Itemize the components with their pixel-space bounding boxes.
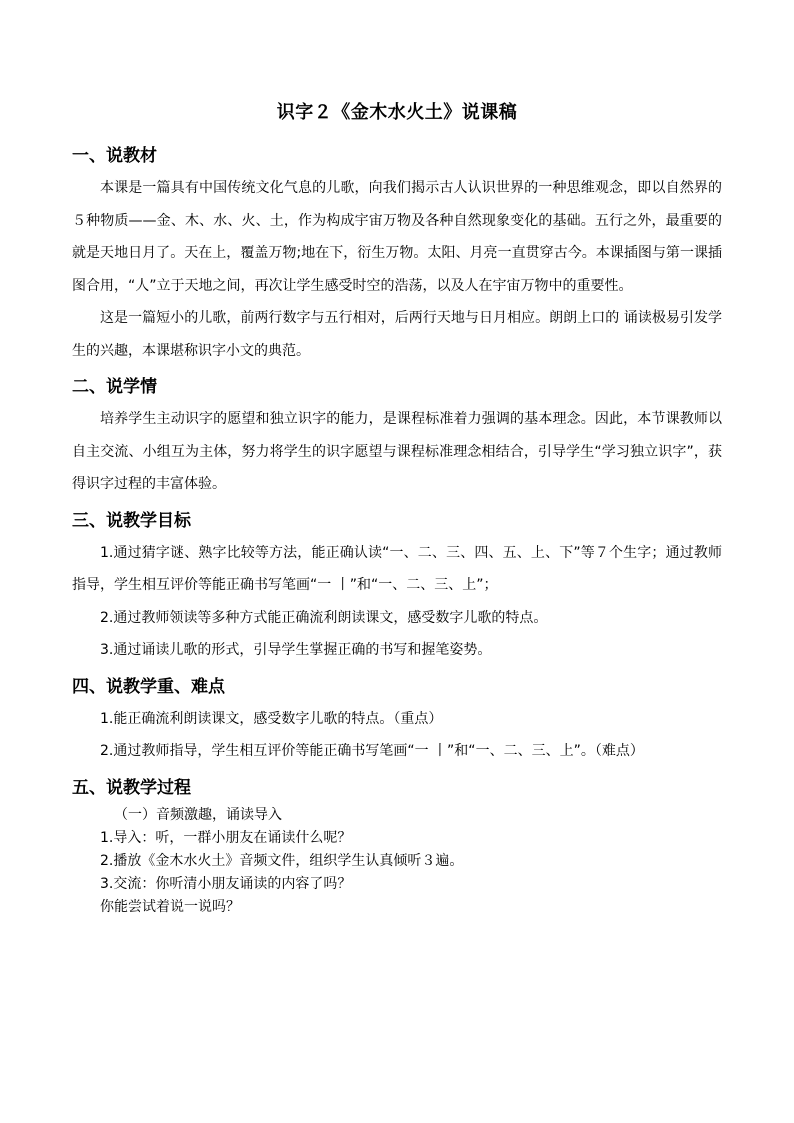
list-item: 你能尝试着说一说吗？ <box>100 898 240 915</box>
section-learners <box>72 375 722 501</box>
paragraph: 培养学生主动识字的愿望和独立识字的能力，是课程标准着力强调的基本理念。因此，本节课教师以自主交流、小组互为主体，努力将学生的识字愿望与课程标准理念相结合，引导学生“学习独立识字”，获得识字过程的丰富体验。 <box>72 411 722 492</box>
section-heading: 三、说教学目标 <box>72 510 191 531</box>
list-item: 3.通过诵读儿歌的形式，引导学生掌握正确的书写和握笔姿势。 <box>100 642 492 658</box>
section-heading: 五、说教学过程 <box>72 777 191 798</box>
list-item: 3.交流：你听清小朋友诵读的内容了吗？ <box>100 875 352 892</box>
list-item: 2.通过教师领读等多种方式能正确流利朗读课文，感受数字儿歌的特点。 <box>100 609 548 626</box>
document-page <box>72 100 722 919</box>
section-key-points <box>72 675 722 768</box>
paragraph: 本课是一篇具有中国传统文化气息的儿歌，向我们揭示古人认识世界的一种思维观念，即以自然界的５种物质——金、木、水、火、土，作为构成宇宙万物及各种自然现象变化的基础。五行之外，最重要的就是天地日月了。天在上，覆盖万物;地在下，衍生万物。太阳、月亮一直贯穿古今。本课插图与第一课插图合用，“人”立于天地之间，再次让学生感受时空的浩荡，以及人在宇宙万物中的重要性。 <box>72 180 722 294</box>
list-item: 1.导入：听，一群小朋友在诵读什么呢？ <box>100 829 352 846</box>
section-heading: 一、说教材 <box>72 146 157 166</box>
page-title: 识字２《金木水火土》说课稿 <box>276 102 518 123</box>
list-item: 2.播放《金木水火土》音频文件，组织学生认真倾听３遍。 <box>100 852 464 869</box>
section-heading: 二、说学情 <box>72 377 157 397</box>
paragraph: 这是一篇短小的儿歌，前两行数字与五行相对，后两行天地与日月相应。朗朗上口的 诵读极易引发学生的兴趣，本课堪称识字小文的典范。 <box>72 310 722 359</box>
section-textbook <box>72 144 722 367</box>
section-heading: 四、说教学重、难点 <box>72 676 225 697</box>
list-item: 1.通过猜字谜、熟字比较等方法，能正确认读“一、二、三、四、五、上、下”等７个生字；通过教师指导，学生相互评价等能正确书写笔画“一 丨”和“一、二、三、上”； <box>72 544 722 593</box>
list-item: 1.能正确流利朗读课文，感受数字儿歌的特点。（重点） <box>100 710 443 727</box>
subheading: （一）音频激趣，诵读导入 <box>114 806 282 823</box>
section-process <box>72 776 722 919</box>
list-item: 2.通过教师指导，学生相互评价等能正确书写笔画“一 丨”和“一、二、三、上”。（难点） <box>100 743 644 759</box>
section-objectives <box>72 509 722 667</box>
